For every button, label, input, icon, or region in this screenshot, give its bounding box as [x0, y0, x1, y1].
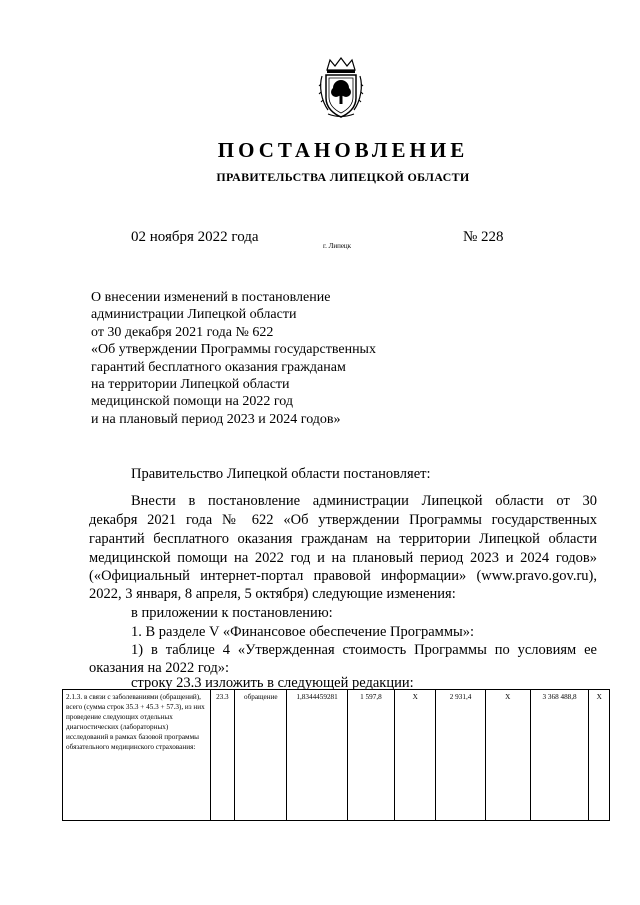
document-title: ПОСТАНОВЛЕНИЕ — [217, 138, 469, 162]
body-paragraph-line: гарантий бесплатного оказания гражданам на территории Липецкой области — [89, 531, 597, 547]
body-paragraph: в приложении к постановлению: — [131, 605, 333, 621]
table-cell-x: X — [589, 690, 610, 821]
body-paragraph-line: Внести в постановление администрации Липецкой области от 30 — [131, 493, 597, 509]
table-cell-volume: 1,8344459281 — [287, 690, 347, 821]
body-paragraph-line: медицинской помощи на 2022 год и на плановый период 2023 и 2024 годов» — [89, 550, 597, 566]
heading-line: от 30 декабря 2021 года № 622 — [91, 324, 274, 340]
table-cell-total: 3 368 488,8 — [530, 690, 589, 821]
heading-line: на территории Липецкой области — [91, 377, 290, 393]
heading-line: О внесении изменений в постановление — [91, 290, 331, 305]
table-cell-unit: обращение — [235, 690, 287, 821]
table-cell-row-number: 23.3 — [210, 690, 235, 821]
heading-line: и на плановый период 2023 и 2024 годов» — [91, 411, 341, 427]
body-paragraph-line: 1) в таблице 4 «Утвержденная стоимость Программы по условиям ее — [131, 642, 597, 658]
heading-line: администрации Липецкой области — [91, 307, 297, 323]
heading-line: «Об утверждении Программы государственных — [91, 342, 376, 358]
table-cell-x: X — [485, 690, 530, 821]
lipetsk-coat-of-arms-icon — [318, 56, 364, 120]
body-paragraph: строку 23.3 изложить в следующей редакции: — [131, 675, 414, 691]
body-paragraph: 1. В разделе V «Финансовое обеспечение Программы»: — [131, 624, 475, 640]
body-paragraph-line: оказания на 2022 год»: — [89, 660, 230, 676]
document-city: г. Липецк — [323, 242, 352, 250]
table-row — [63, 690, 610, 821]
cost-table-row — [62, 689, 610, 821]
table-cell-per-capita: 2 931,4 — [436, 690, 485, 821]
document-date: 02 ноября 2022 года — [131, 229, 259, 245]
heading-line: гарантий бесплатного оказания гражданам — [91, 359, 346, 375]
table-cell-description: 2.1.3. в связи с заболеваниями (обращений), всего (сумма строк 35.3 + 45.3 + 57.3), из них проведение следующих отдельных диагностических (лабораторных) исследований в рамках базовой программы обязательного медицинского страхования: — [63, 690, 211, 821]
body-paragraph-line: 2022, 3 января, 8 апреля, 5 октября) следующие изменения: — [89, 586, 456, 602]
body-paragraph-line: («Официальный интернет-портал правовой информации» (www.pravo.gov.ru), — [89, 568, 597, 584]
body-paragraph-line: декабря 2021 года № 622 «Об утверждении Программы государственных — [89, 512, 597, 528]
heading-line: медицинской помощи на 2022 год — [91, 394, 293, 410]
table-cell-x: X — [395, 690, 436, 821]
document-number: № 228 — [463, 229, 504, 245]
decree-heading — [91, 289, 376, 428]
body-paragraph: Правительство Липецкой области постановляет: — [131, 466, 431, 482]
document-subtitle: ПРАВИТЕЛЬСТВА ЛИПЕЦКОЙ ОБЛАСТИ — [216, 170, 470, 184]
table-cell-cost-per-unit: 1 597,8 — [347, 690, 394, 821]
